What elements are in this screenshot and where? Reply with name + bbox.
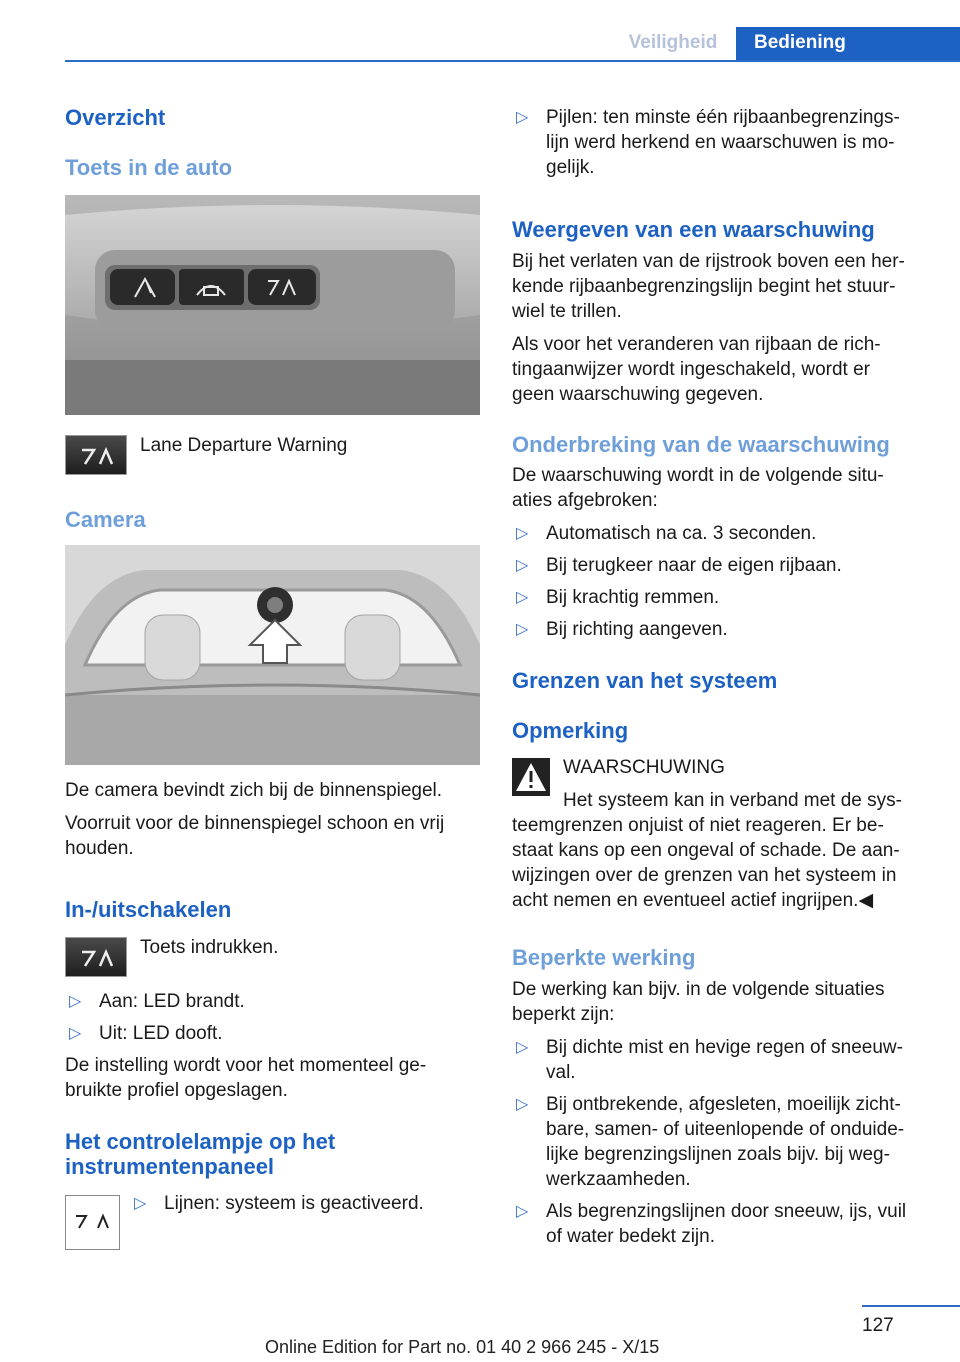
list-item-text: Automatisch na ca. 3 seconden.: [546, 523, 817, 544]
header-tab-veiligheid[interactable]: Veiligheid: [628, 32, 718, 53]
onderbreking-para: [512, 463, 927, 513]
heading-in-uitschakelen: In-/uitschakelen: [65, 897, 232, 922]
list-item-text: Bij terugkeer naar de eigen rijbaan.: [546, 555, 842, 576]
text-line: wijzingen over de grenzen van het systeem in: [512, 865, 897, 886]
list-item-automatisch: [512, 521, 927, 546]
inuit-text-a: De instelling wordt voor het momenteel ge‐: [65, 1055, 427, 1076]
warning-triangle-icon: [512, 758, 550, 796]
weergeven-para-1: [512, 249, 927, 324]
warning-body: [512, 813, 927, 913]
heading-controlelampje-b: instrumentenpaneel: [65, 1154, 275, 1179]
bullet-triangle-icon: ▷: [516, 109, 529, 126]
list-item-sneeuw: [512, 1199, 927, 1249]
warning-title: WAARSCHUWING: [563, 757, 725, 778]
heading-beperkte-werking: Beperkte werking: [512, 945, 696, 970]
camera-photo: [65, 545, 480, 765]
key-label: Lane Departure Warning: [140, 435, 348, 456]
heading-controlelampje-a: Het controlelampje op het: [65, 1129, 336, 1154]
heading-onderbreking: Onderbreking van de waarschuwing: [512, 432, 890, 457]
list-item-text: Lijnen: systeem is geactiveerd.: [164, 1193, 424, 1214]
header-tab-bediening[interactable]: Bediening: [736, 27, 960, 61]
warning-line-1: Het systeem kan in verband met de sys‐: [563, 790, 902, 811]
text-line: wiel te trillen.: [512, 301, 622, 322]
list-line: of water bedekt zijn.: [546, 1226, 715, 1247]
list-item-begrenzingslijnen: [512, 1092, 927, 1192]
list-item-richting: [512, 617, 927, 642]
list-item-text: Bij richting aangeven.: [546, 619, 728, 640]
weergeven-para-2: [512, 332, 927, 407]
list-item-pijlen: [512, 105, 927, 180]
bullet-triangle-icon: ▷: [516, 621, 529, 638]
lane-departure-key-icon-2: [65, 937, 127, 977]
list-line: val.: [546, 1062, 576, 1083]
button-panel-photo: [65, 195, 480, 415]
lane-departure-key-icon: [65, 435, 127, 475]
inuit-instruction: Toets indrukken.: [140, 937, 279, 958]
text-line: De waarschuwing wordt in de volgende situ‐: [512, 465, 884, 486]
list-item-mist: [512, 1035, 927, 1085]
text-line: beperkt zijn:: [512, 1004, 615, 1025]
heading-toets-in-de-auto: Toets in de auto: [65, 155, 233, 180]
text-line: Als voor het veranderen van rijbaan de rich‐: [512, 334, 881, 355]
text-line: acht nemen en eventueel actief ingrijpen.◀: [512, 890, 874, 911]
bullet-triangle-icon: ▷: [516, 525, 529, 542]
bullet-triangle-icon: ▷: [516, 1096, 529, 1113]
text-line: staat kans op een ongeval of schade. De aan‐: [512, 840, 900, 861]
inuit-text-b: bruikte profiel opgeslagen.: [65, 1080, 288, 1101]
list-item-remmen: [512, 585, 927, 610]
camera-text-2a: Voorruit voor de binnenspiegel schoon en vrij: [65, 813, 445, 834]
list-line: werkzaamheden.: [546, 1169, 691, 1190]
text-line: teemgrenzen onjuist of niet reageren. Er be‐: [512, 815, 884, 836]
heading-grenzen: Grenzen van het systeem: [512, 668, 778, 693]
list-line: Bij ontbrekende, afgesleten, moeilijk zicht‐: [546, 1094, 901, 1115]
heading-opmerking: Opmerking: [512, 718, 629, 743]
text-line: De werking kan bijv. in de volgende situaties: [512, 979, 885, 1000]
text-line: aties afgebroken:: [512, 490, 658, 511]
list-item-text: Bij krachtig remmen.: [546, 587, 720, 608]
list-line: Bij dichte mist en hevige regen of sneeuw‐: [546, 1037, 903, 1058]
list-item-uit: [65, 1021, 480, 1046]
list-item-terugkeer: [512, 553, 927, 578]
list-item-text: Aan: LED brandt.: [99, 991, 245, 1012]
lane-indicator-icon: [65, 1195, 120, 1250]
list-item-text: Uit: LED dooft.: [99, 1023, 223, 1044]
list-line: Pijlen: ten minste één rijbaanbegrenzings‐: [546, 107, 900, 128]
heading-camera: Camera: [65, 507, 146, 532]
list-line: gelijk.: [546, 157, 595, 178]
bullet-triangle-icon: ▷: [516, 1039, 529, 1056]
footer-rule: [862, 1305, 960, 1307]
list-line: Als begrenzingslijnen door sneeuw, ijs, vuil: [546, 1201, 907, 1222]
text-line: geen waarschuwing gegeven.: [512, 384, 764, 405]
list-item-aan: [65, 989, 480, 1014]
list-line: lijke begrenzingslijnen zoals bijv. bij weg‐: [546, 1144, 890, 1165]
bullet-triangle-icon: ▷: [134, 1195, 147, 1212]
bullet-triangle-icon: ▷: [69, 993, 82, 1010]
bullet-triangle-icon: ▷: [516, 557, 529, 574]
camera-text-2b: houden.: [65, 838, 134, 859]
bullet-triangle-icon: ▷: [69, 1025, 82, 1042]
header-rule: [65, 60, 960, 62]
heading-weergeven: Weergeven van een waarschuwing: [512, 217, 875, 242]
list-line: bare, samen- of uiteenlopende of onduide‐: [546, 1119, 905, 1140]
list-item-lijnen: [130, 1191, 480, 1216]
footer-edition: Online Edition for Part no. 01 40 2 966 245 - X/15: [265, 1337, 660, 1357]
bullet-triangle-icon: ▷: [516, 1203, 529, 1220]
text-line: kende rijbaanbegrenzingslijn begint het stuur‐: [512, 276, 896, 297]
beperkte-para: [512, 977, 927, 1027]
camera-text-1: De camera bevindt zich bij de binnenspiegel.: [65, 780, 443, 801]
text-line: tingaanwijzer wordt ingeschakeld, wordt er: [512, 359, 871, 380]
text-line: Bij het verlaten van de rijstrook boven een her‐: [512, 251, 905, 272]
bullet-triangle-icon: ▷: [516, 589, 529, 606]
page-number: 127: [862, 1315, 894, 1336]
list-line: lijn werd herkend en waarschuwen is mo‐: [546, 132, 895, 153]
heading-overzicht: Overzicht: [65, 105, 166, 130]
